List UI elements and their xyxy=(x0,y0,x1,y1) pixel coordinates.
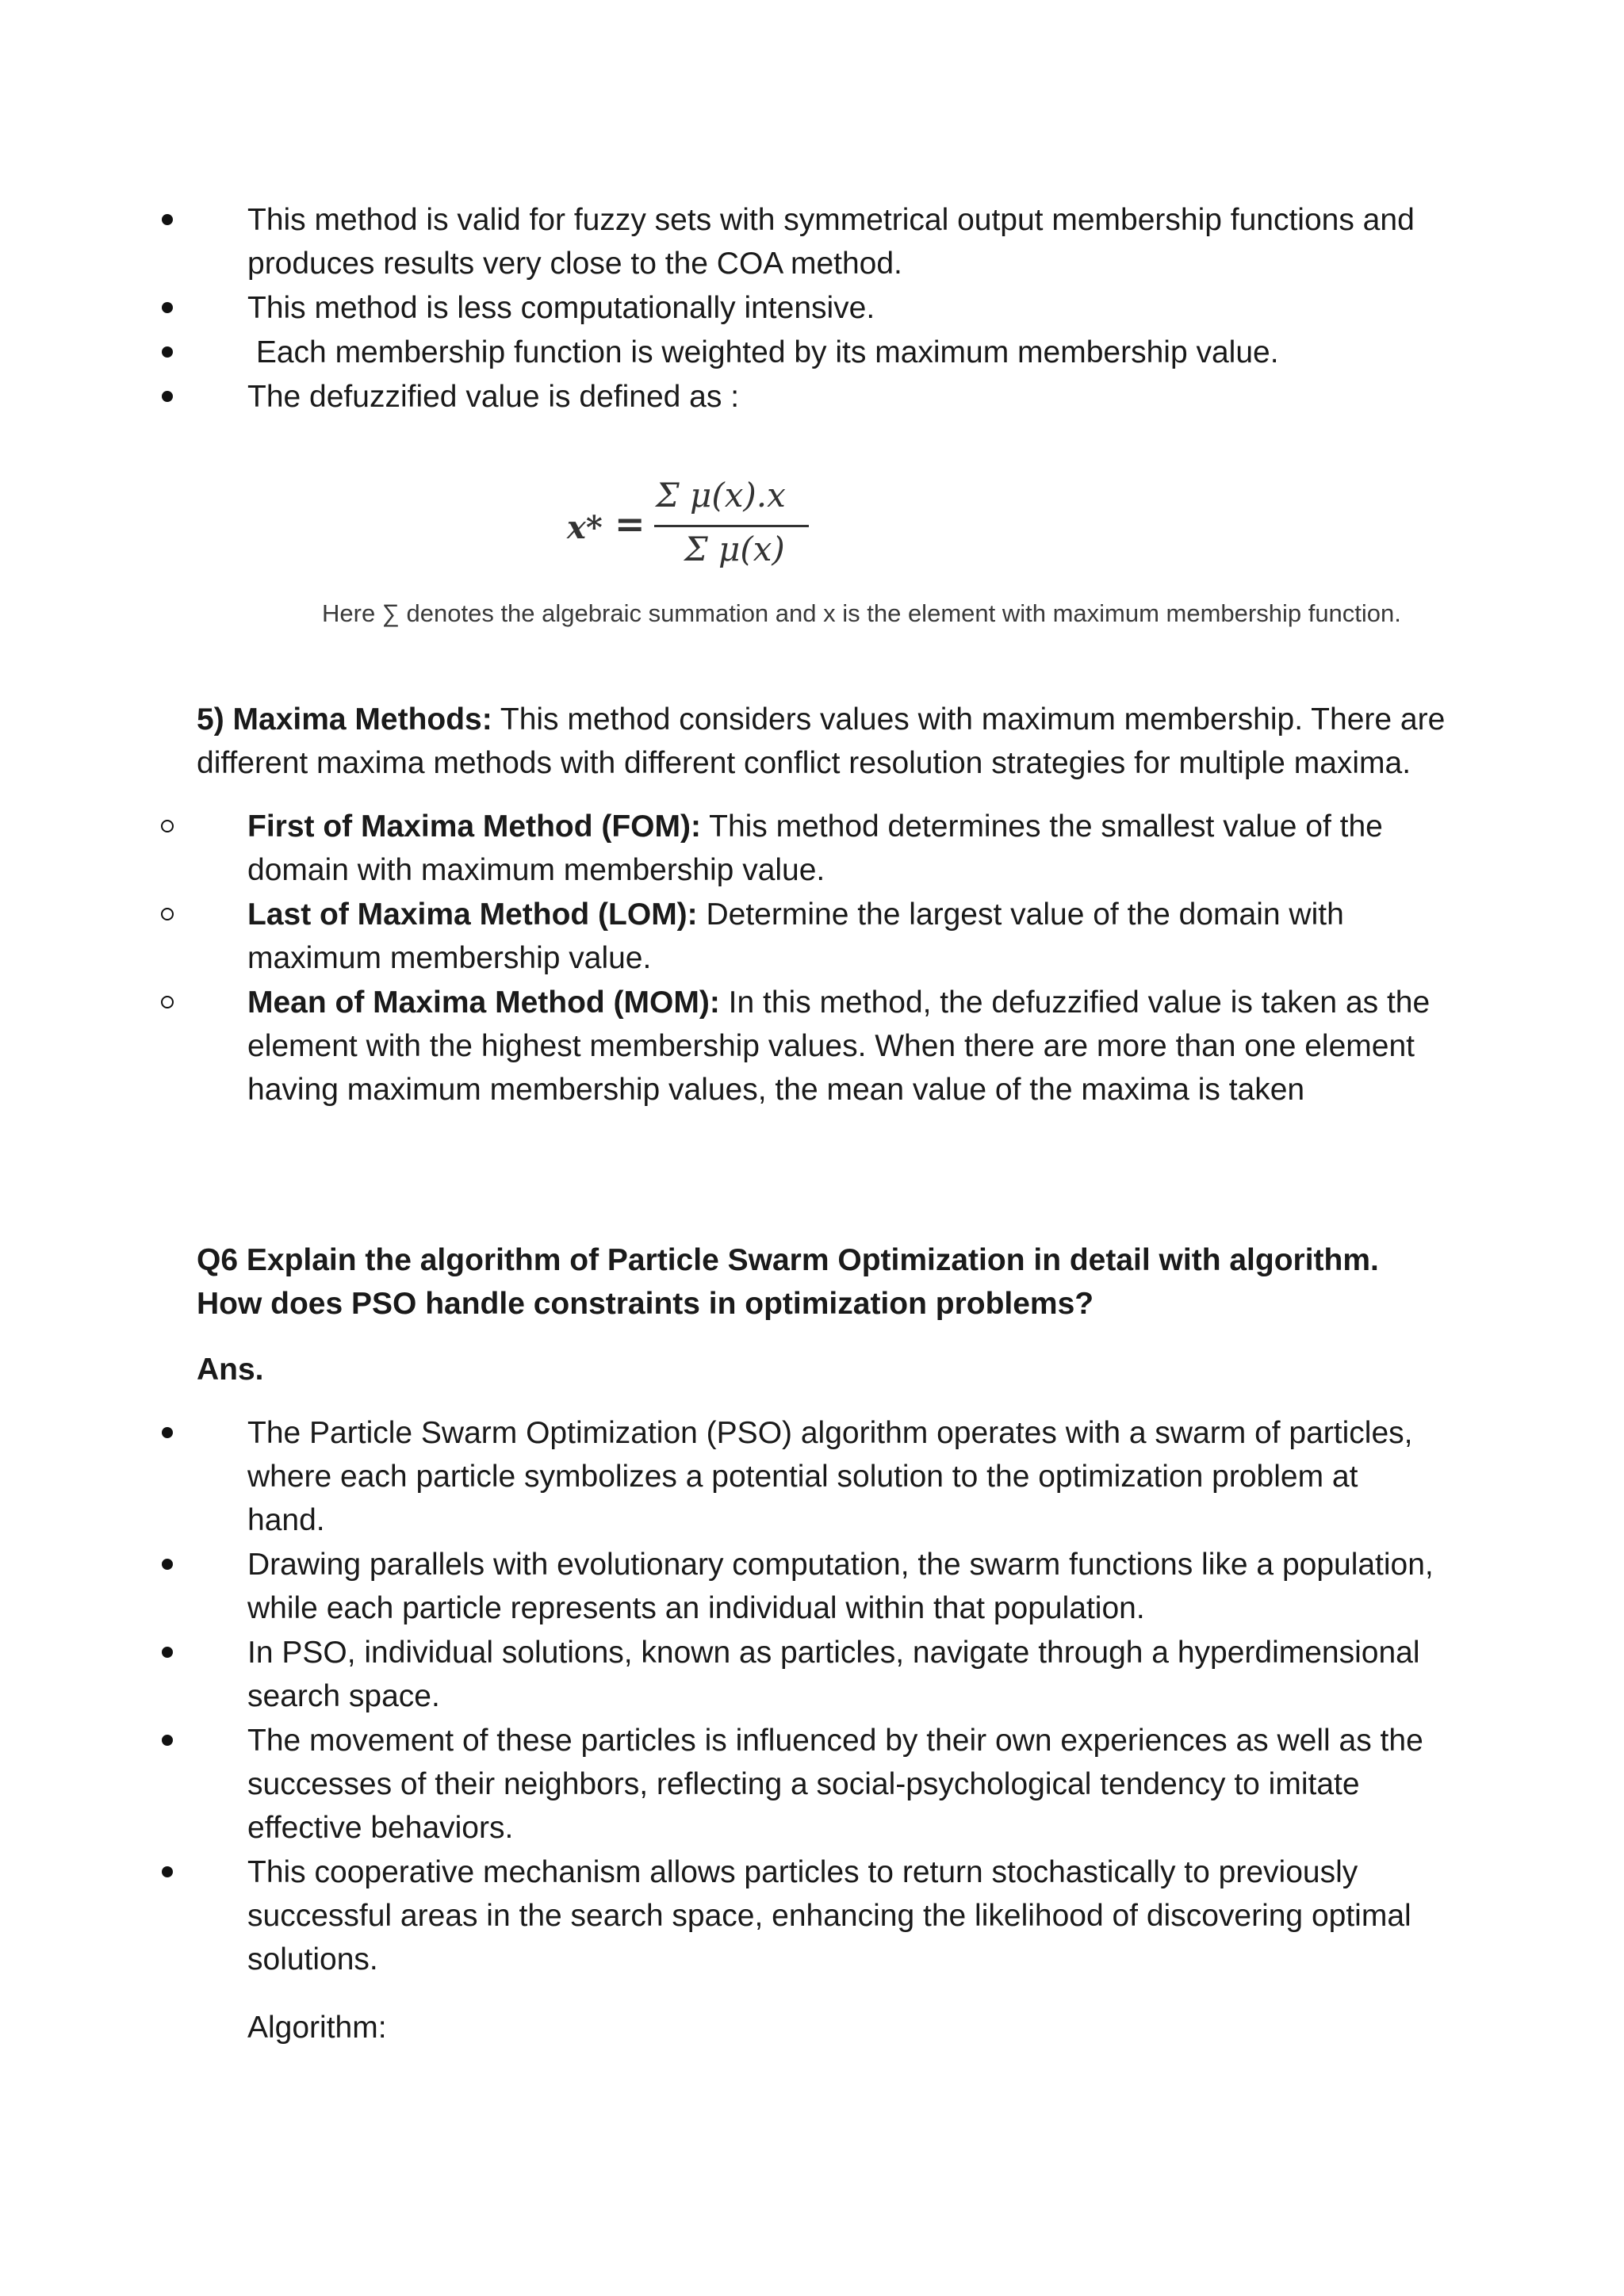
list-item xyxy=(247,1850,1437,1981)
fraction-bar xyxy=(654,525,809,527)
method-desc: This method determines the smallest value of the domain with maximum membership value. xyxy=(247,809,1383,887)
method-name: First of Maxima Method (FOM): xyxy=(247,809,701,844)
bullet-text: Drawing parallels with evolutionary computation, the swarm functions like a population, while each particle represents an individual within that population. xyxy=(247,1548,1434,1625)
list-item xyxy=(247,893,1437,980)
formula-numerator: Σ μ(x).x xyxy=(656,476,786,515)
bullet-icon xyxy=(140,286,195,330)
list-item xyxy=(247,286,1437,330)
bullet-icon xyxy=(140,198,195,242)
method-name: Last of Maxima Method (LOM): xyxy=(247,897,698,932)
defuzzification-formula xyxy=(567,476,821,587)
bullet-text: The Particle Swarm Optimization (PSO) algorithm operates with a swarm of particles, where each particle symbolizes a potential solution to the optimization problem at hand. xyxy=(247,1416,1413,1537)
circle-bullet-icon xyxy=(140,981,195,1024)
bullet-text: This method is valid for fuzzy sets with symmetrical output membership functions and produces results very close to the COA method. xyxy=(247,203,1415,281)
maxima-paragraph xyxy=(197,698,1450,785)
list-item xyxy=(247,1631,1437,1718)
formula-denominator: Σ μ(x) xyxy=(684,530,785,568)
formula-lhs: x* xyxy=(567,509,603,546)
bullet-text: Each membership function is weighted by its maximum membership value. xyxy=(247,335,1279,369)
bullet-text: In PSO, individual solutions, known as particles, navigate through a hyperdimensional search space. xyxy=(247,1636,1420,1713)
bullet-icon xyxy=(140,1850,195,1894)
list-item xyxy=(247,1411,1437,1542)
bullet-text: This method is less computationally intensive. xyxy=(247,291,875,325)
method-name: Mean of Maxima Method (MOM): xyxy=(247,985,720,1020)
maxima-methods-list xyxy=(247,805,1437,1112)
list-item xyxy=(247,805,1437,892)
formula-equals: = xyxy=(615,503,645,545)
bullet-icon xyxy=(140,375,195,419)
list-item xyxy=(247,1719,1437,1850)
bullet-text: This cooperative mechanism allows particles to return stochastically to previously successful areas in the search space, enhancing the likelihood of discovering optimal solutions. xyxy=(247,1855,1411,1976)
circle-bullet-icon xyxy=(140,805,195,848)
question-heading: Q6 Explain the algorithm of Particle Swarm Optimization in detail with algorithm. How does PSO handle constraints in optimization problems? xyxy=(197,1243,1379,1321)
bullet-icon xyxy=(140,1411,195,1455)
list-item xyxy=(247,981,1437,1112)
list-item xyxy=(247,1543,1437,1630)
circle-bullet-icon xyxy=(140,893,195,936)
pso-bullet-list xyxy=(247,1411,1437,1982)
maxima-label: 5) Maxima Methods: xyxy=(197,702,492,737)
bullet-icon xyxy=(140,331,195,374)
formula-note: Here ∑ denotes the algebraic summation and x is the element with maximum membership function. xyxy=(322,599,1401,627)
bullet-text: The defuzzified value is defined as : xyxy=(247,380,740,414)
algorithm-label: Algorithm: xyxy=(247,2011,387,2045)
bullet-icon xyxy=(140,1543,195,1586)
defuzzification-bullet-list xyxy=(247,198,1437,419)
list-item xyxy=(247,375,1437,419)
bullet-icon xyxy=(140,1631,195,1674)
answer-label: Ans. xyxy=(197,1353,264,1387)
bullet-icon xyxy=(140,1719,195,1762)
method-desc: In this method, the defuzzified value is taken as the element with the highest membership values. When there are more than one element having maximum membership values, the mean value of the maxima is taken xyxy=(247,985,1431,1107)
list-item xyxy=(247,331,1437,374)
method-desc: Determine the largest value of the domain with maximum membership value. xyxy=(247,897,1344,975)
bullet-text: The movement of these particles is influenced by their own experiences as well as the successes of their neighbors, reflecting a social-psychological tendency to imitate effective behaviors. xyxy=(247,1724,1423,1845)
list-item xyxy=(247,198,1437,285)
maxima-text: This method considers values with maximum membership. There are different maxima methods with different conflict resolution strategies for multiple maxima. xyxy=(197,702,1446,780)
